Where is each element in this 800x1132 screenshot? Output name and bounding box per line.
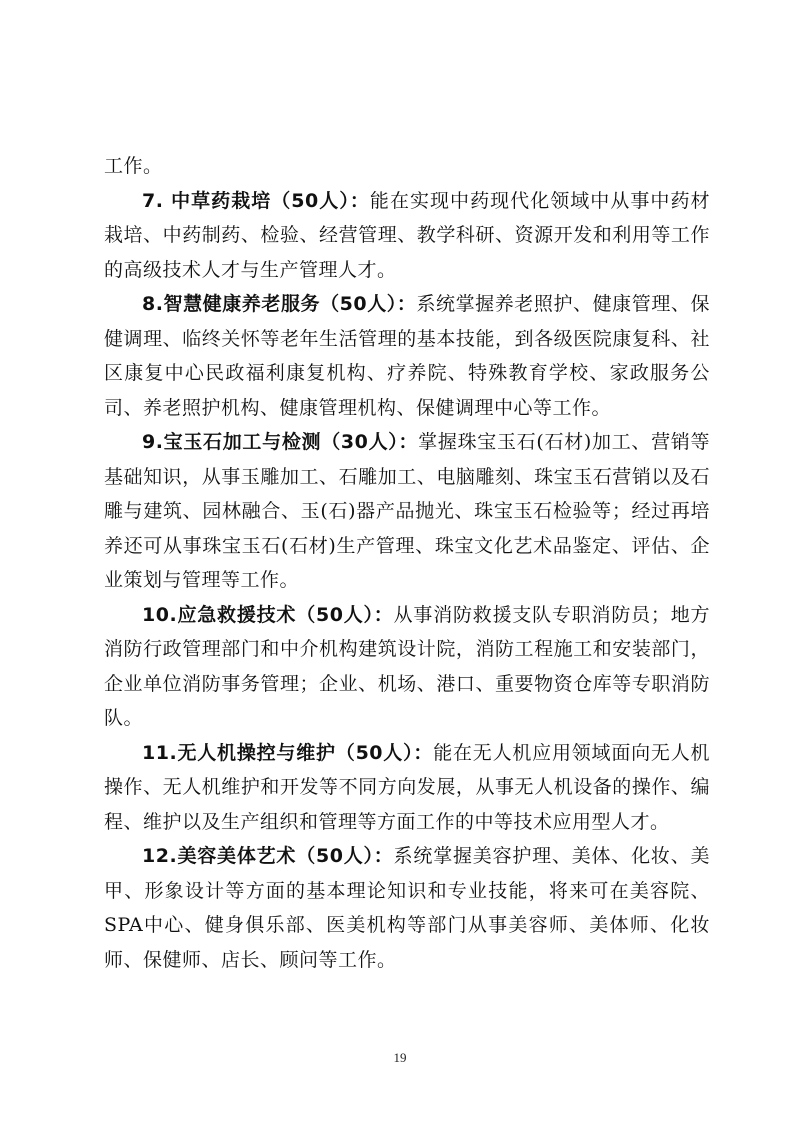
section-paragraph	[104, 287, 710, 425]
section-heading: 10.应急救援技术（50人）：	[142, 603, 394, 626]
page-number: 19	[393, 1050, 407, 1065]
continuation-paragraph: 工作。	[104, 155, 163, 177]
section-paragraph	[104, 184, 710, 288]
section-body: 系统掌握美容护理、美体、化妆、美甲、形象设计等方面的基本理论知识和专业技能，将来可在美容院、SPA中心、健身俱乐部、医美机构等部门从事美容师、美体师、化妆师、保健师、店长、顾问等工作。	[104, 845, 710, 971]
section-heading: 7. 中草药栽培（50人）：	[142, 189, 370, 212]
section-heading: 8.智慧健康养老服务（50人）：	[142, 293, 417, 315]
section-paragraph	[104, 736, 710, 840]
section-body: 掌握珠宝玉石(石材)加工、营销等基础知识，从事玉雕加工、石雕加工、电脑雕刻、珠宝玉石营销以及石雕与建筑、园林融合、玉(石)器产品抛光、珠宝玉石检验等；经过再培养还可从事珠宝玉石(石材)生产管理、珠宝文化艺术品鉴定、评估、企业策划与管理等工作。	[104, 431, 710, 591]
section-body: 能在实现中药现代化领域中从事中药材栽培、中药制药、检验、经营管理、教学科研、资源开发和利用等工作的高级技术人才与生产管理人才。	[104, 189, 710, 281]
section-body: 能在无人机应用领域面向无人机操作、无人机维护和开发等不同方向发展，从事无人机设备的操作、编程、维护以及生产组织和管理等方面工作的中等技术应用型人才。	[104, 741, 710, 833]
section-heading: 9.宝玉石加工与检测（30人）：	[142, 431, 419, 453]
section-paragraph	[104, 598, 710, 736]
section-body: 系统掌握养老照护、健康管理、保健调理、临终关怀等老年生活管理的基本技能，到各级医院康复科、社区康复中心民政福利康复机构、疗养院、特殊教育学校、家政服务公司、养老照护机构、健康管理机构、保健调理中心等工作。	[104, 293, 710, 419]
section-paragraph	[104, 839, 710, 977]
section-paragraph	[104, 425, 710, 598]
section-heading: 12.美容美体艺术（50人）：	[142, 845, 394, 867]
section-heading: 11.无人机操控与维护（50人）：	[142, 741, 434, 764]
section-body: 从事消防救援支队专职消防员；地方消防行政管理部门和中介机构建筑设计院，消防工程施工和安装部门，企业单位消防事务管理；企业、机场、港口、重要物资仓库等专职消防队。	[104, 603, 710, 729]
document-body	[104, 149, 710, 977]
